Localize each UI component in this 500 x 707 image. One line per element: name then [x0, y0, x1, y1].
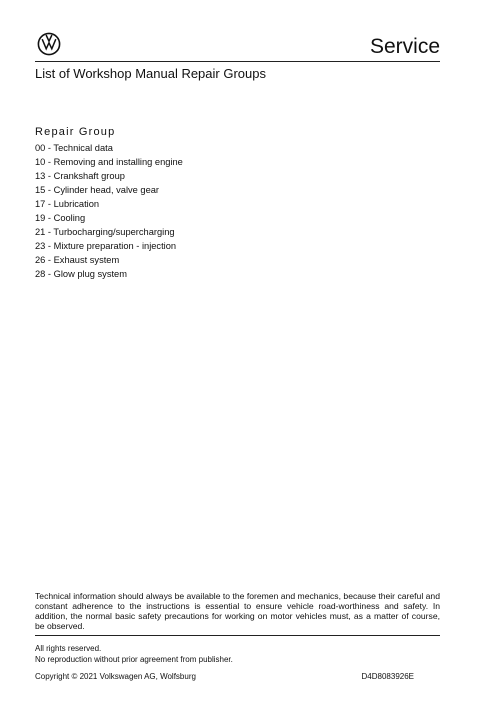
- repair-group-item: 15 - Cylinder head, valve gear: [35, 185, 160, 195]
- document-title: List of Workshop Manual Repair Groups: [35, 66, 266, 81]
- rights-notice: [35, 643, 233, 665]
- repair-group-item: 23 - Mixture preparation - injection: [35, 241, 177, 251]
- header-divider: [35, 61, 440, 62]
- footer-divider: [35, 635, 440, 636]
- rights-line-2: No reproduction without prior agreement from publisher.: [35, 655, 233, 664]
- document-number: D4D8083926E: [361, 672, 414, 681]
- repair-group-item: 00 - Technical data: [35, 143, 113, 153]
- repair-group-item: 28 - Glow plug system: [35, 269, 127, 279]
- vw-logo-icon: [37, 32, 61, 56]
- repair-group-item: 21 - Turbocharging/supercharging: [35, 227, 175, 237]
- brand-title: Service: [369, 35, 440, 58]
- safety-notice: Technical information should always be available to the foremen and mechanics, because their careful and constant adherence to the instructions is essential to ensure vehicle road-worthiness and safety. In addition, the normal basic safety precautions for working on motor vehicles must, as a matter of course, be observed.: [35, 591, 440, 631]
- repair-group-item: 13 - Crankshaft group: [35, 171, 125, 181]
- repair-group-heading: Repair Group: [35, 126, 116, 138]
- rights-line-1: All rights reserved.: [35, 644, 102, 653]
- repair-group-item: 10 - Removing and installing engine: [35, 157, 183, 167]
- repair-group-item: 26 - Exhaust system: [35, 255, 120, 265]
- copyright: Copyright © 2021 Volkswagen AG, Wolfsburg: [35, 672, 196, 681]
- repair-group-item: 17 - Lubrication: [35, 199, 100, 209]
- repair-group-item: 19 - Cooling: [35, 213, 86, 223]
- repair-group-list: [35, 141, 183, 281]
